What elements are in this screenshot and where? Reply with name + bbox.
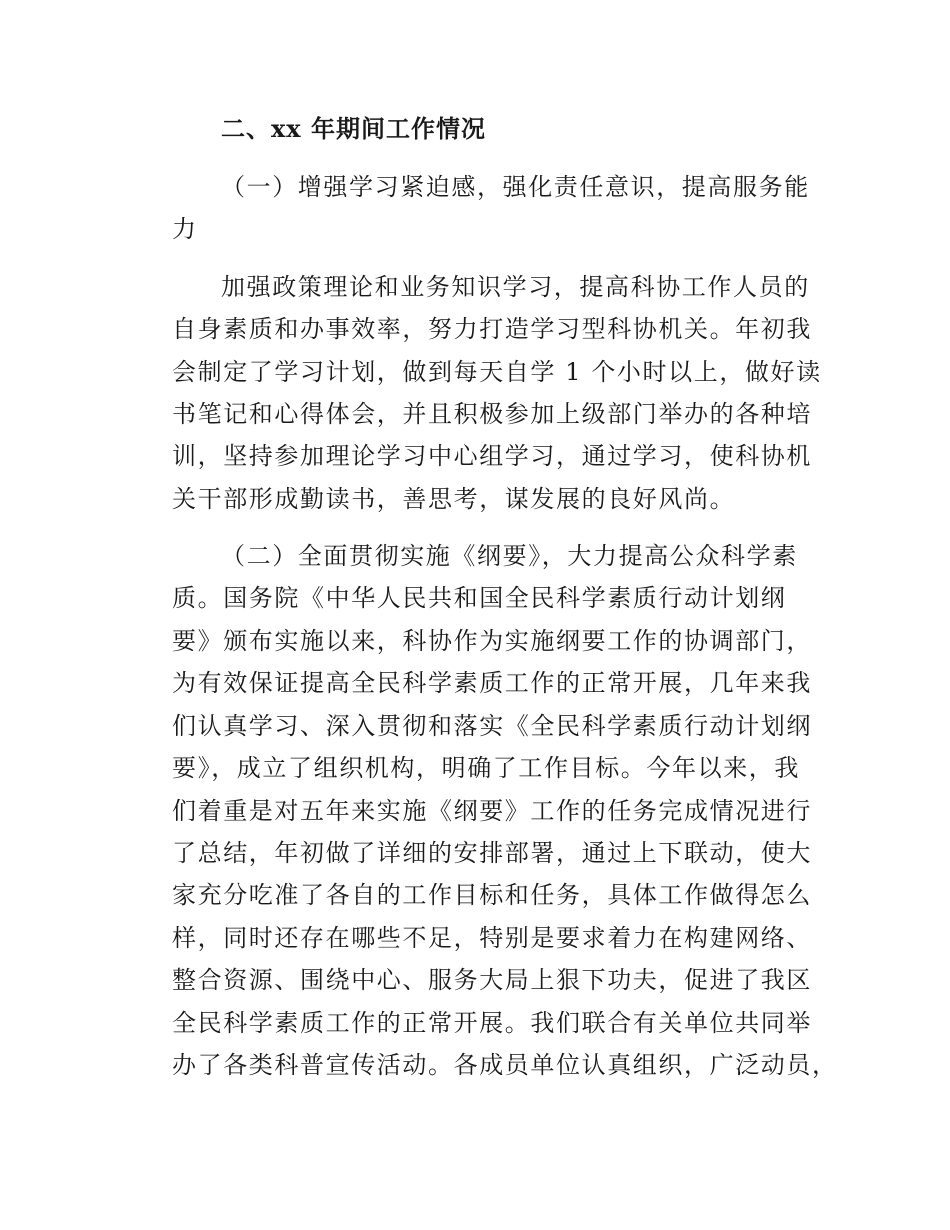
paragraph-1-line: 会制定了学习计划，做到每天自学 1 个小时以上，做好读 xyxy=(172,358,822,386)
paragraph-2-line: 要》颁布实施以来，科协作为实施纲要工作的协调部门， xyxy=(172,627,812,655)
paragraph-2-line: 们着重是对五年来实施《纲要》工作的任务完成情况进行 xyxy=(172,797,812,825)
paragraph-2-line: 要》，成立了组织机构，明确了工作目标。今年以来，我 xyxy=(172,754,800,782)
paragraph-2-line: 整合资源、围绕中心、服务大局上狠下功夫，促进了我区 xyxy=(172,966,812,994)
paragraph-1-line: 书笔记和心得体会，并且积极参加上级部门举办的各种培 xyxy=(172,400,812,428)
paragraph-2-line: 们认真学习、深入贯彻和落实《全民科学素质行动计划纲 xyxy=(172,712,812,740)
paragraph-2-line: 质。国务院《中华人民共和国全民科学素质行动计划纲 xyxy=(172,584,787,612)
paragraph-2-line: 了总结，年初做了详细的安排部署，通过上下联动，使大 xyxy=(172,839,812,867)
subsection-1-title-line-1: （一）增强学习紧迫感，强化责任意识，提高服务能 xyxy=(221,173,810,201)
paragraph-2-line: （二）全面贯彻实施《纲要》，大力提高公众科学素 xyxy=(221,542,798,570)
paragraph-2-line: 办了各类科普宣传活动。各成员单位认真组织，广泛动员， xyxy=(172,1051,838,1079)
paragraph-1-line: 加强政策理论和业务知识学习，提高科协工作人员的 xyxy=(221,273,810,301)
paragraph-2-line: 为有效保证提高全民科学素质工作的正常开展，几年来我 xyxy=(172,669,812,697)
paragraph-2-line: 家充分吃准了各自的工作目标和任务，具体工作做得怎么 xyxy=(172,881,812,909)
paragraph-1-line: 训，坚持参加理论学习中心组学习，通过学习，使科协机 xyxy=(172,442,812,470)
paragraph-1-line: 关干部形成勤读书，善思考，谋发展的良好风尚。 xyxy=(172,485,736,513)
subsection-1-title-line-2: 力 xyxy=(172,215,198,243)
paragraph-2-line: 样，同时还存在哪些不足，特别是要求着力在构建网络、 xyxy=(172,924,812,952)
paragraph-2-line: 全民科学素质工作的正常开展。我们联合有关单位共同举 xyxy=(172,1009,812,1037)
section-heading: 二、xx 年期间工作情况 xyxy=(221,114,486,143)
paragraph-1-line: 自身素质和办事效率，努力打造学习型科协机关。年初我 xyxy=(172,315,812,343)
